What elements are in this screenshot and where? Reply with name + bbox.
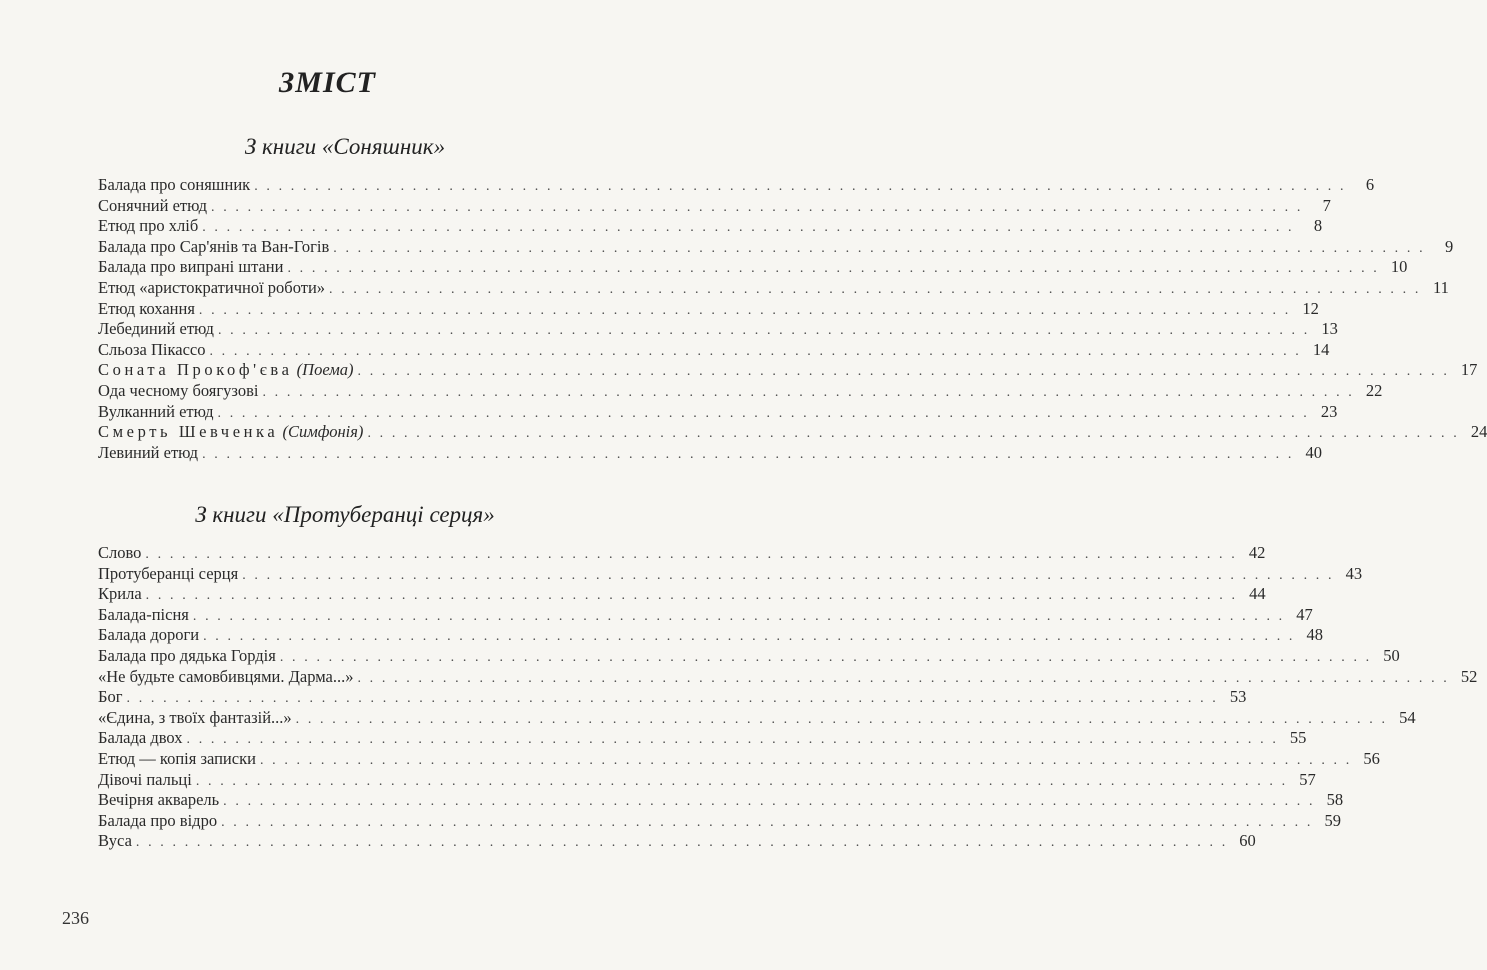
- toc-entry: [98, 380, 1383, 402]
- toc-entry-title: [98, 237, 333, 258]
- dot-leader: . . . . . . . . . . . . . . . . . . . . . . . . . . . . . . . . . . . . . . . . . . . . . . . . . . . . . . . . . . . . . . . . . . . . . . . . . . . . . . . . . . . . . . . . . .: [254, 179, 1347, 194]
- toc-entry-title: [98, 340, 209, 361]
- toc-entry: [98, 422, 1487, 443]
- toc-entry: [98, 687, 1247, 708]
- toc-entry: [98, 236, 1454, 258]
- dot-leader: . . . . . . . . . . . . . . . . . . . . . . . . . . . . . . . . . . . . . . . . . . . . . . . . . . . . . . . . . . . . . . . . . . . . . . . . . . . . . . . . . . . . . . . . . .: [329, 281, 1421, 297]
- toc-entry: [98, 625, 1323, 646]
- toc-entry-label: Етюд про хліб: [98, 216, 199, 236]
- dot-leader: . . . . . . . . . . . . . . . . . . . . . . . . . . . . . . . . . . . . . . . . . . . . . . . . . . . . . . . . . . . . . . . . . . . . . . . . . . . . . . . . . . . . . . . . . .: [202, 220, 1295, 236]
- dot-leader: . . . . . . . . . . . . . . . . . . . . . . . . . . . . . . . . . . . . . . . . . . . . . . . . . . . . . . . . . . . . . . . . . . . . . . . . . . . . . . . . . . . . . . . . . .: [357, 670, 1450, 686]
- toc-entry: [98, 604, 1313, 626]
- toc-entry-title: [98, 402, 218, 423]
- toc-entry-label: Дівочі пальці: [98, 769, 192, 789]
- toc-entry-title: [98, 299, 199, 320]
- dot-leader: . . . . . . . . . . . . . . . . . . . . . . . . . . . . . . . . . . . . . . . . . . . . . . . . . . . . . . . . . . . . . . . . . . . . . . . . . . . . . . . . . . . . . . . . . .: [135, 835, 1228, 851]
- toc-entry-page: 7: [1322, 195, 1331, 215]
- dot-leader: . . . . . . . . . . . . . . . . . . . . . . . . . . . . . . . . . . . . . . . . . . . . . . . . . . . . . . . . . . . . . . . . . . . . . . . . . . . . . . . . . . . . . . . . . .: [145, 588, 1238, 604]
- dot-leader: . . . . . . . . . . . . . . . . . . . . . . . . . . . . . . . . . . . . . . . . . . . . . . . . . . . . . . . . . . . . . . . . . . . . . . . . . . . . . . . . . . . . . . . . . .: [262, 384, 1355, 400]
- toc-entry-title: [98, 749, 260, 770]
- toc-entry-page: 6: [1365, 175, 1375, 194]
- toc-entry-label: Слово: [98, 543, 142, 562]
- toc-entry-title: [98, 196, 211, 217]
- toc-entry-title: [98, 770, 196, 791]
- toc-entry-label: Левиний етюд: [98, 442, 199, 462]
- toc-entry: [98, 298, 1319, 320]
- toc-entry-title: [98, 708, 296, 729]
- toc-entry: [98, 728, 1307, 749]
- toc-entry-title: [98, 216, 202, 237]
- toc-entry: [98, 543, 1266, 564]
- toc-entry-title: [98, 319, 218, 340]
- dot-leader: . . . . . . . . . . . . . . . . . . . . . . . . . . . . . . . . . . . . . . . . . . . . . . . . . . . . . . . . . . . . . . . . . . . . . . . . . . . . . . . . . . . . . . . . . .: [295, 711, 1388, 727]
- dot-leader: . . . . . . . . . . . . . . . . . . . . . . . . . . . . . . . . . . . . . . . . . . . . . . . . . . . . . . . . . . . . . . . . . . . . . . . . . . . . . . . . . . . . . . . . . .: [242, 567, 1335, 583]
- dot-leader: . . . . . . . . . . . . . . . . . . . . . . . . . . . . . . . . . . . . . . . . . . . . . . . . . . . . . . . . . . . . . . . . . . . . . . . . . . . . . . . . . . . . . . . . . .: [367, 426, 1460, 442]
- toc-entry-label: «Не будьте самовбивцями. Дарма...»: [98, 666, 354, 686]
- toc-entry-page: 14: [1312, 339, 1330, 359]
- toc-entry-label: Етюд — копія записки: [98, 748, 256, 768]
- toc-entry-page: 58: [1326, 790, 1344, 810]
- toc-entry: [98, 563, 1363, 585]
- toc-entry-title: [98, 278, 329, 299]
- dot-leader: . . . . . . . . . . . . . . . . . . . . . . . . . . . . . . . . . . . . . . . . . . . . . . . . . . . . . . . . . . . . . . . . . . . . . . . . . . . . . . . . . . . . . . . . . .: [287, 261, 1380, 277]
- toc-entry-page: 23: [1320, 401, 1338, 421]
- toc-entry-label: Балада про дядька Гордія: [98, 645, 276, 665]
- dot-leader: . . . . . . . . . . . . . . . . . . . . . . . . . . . . . . . . . . . . . . . . . . . . . . . . . . . . . . . . . . . . . . . . . . . . . . . . . . . . . . . . . . . . . . . . . .: [221, 814, 1313, 830]
- toc-entry: [98, 790, 1344, 811]
- dot-leader: . . . . . . . . . . . . . . . . . . . . . . . . . . . . . . . . . . . . . . . . . . . . . . . . . . . . . . . . . . . . . . . . . . . . . . . . . . . . . . . . . . . . . . . . . .: [211, 199, 1303, 215]
- section-title-soniashnyk: З книги «Соняшник»: [244, 134, 446, 159]
- toc-entry-label: Балада про соняшник: [98, 175, 251, 194]
- toc-entry-label: Ода чесному боягузові: [98, 380, 259, 400]
- toc-entry-page: 8: [1313, 216, 1323, 236]
- toc-entry-page: 22: [1365, 380, 1383, 400]
- toc-entry-page: 60: [1239, 831, 1256, 851]
- toc-entry: [98, 584, 1266, 605]
- dot-leader: . . . . . . . . . . . . . . . . . . . . . . . . . . . . . . . . . . . . . . . . . . . . . . . . . . . . . . . . . . . . . . . . . . . . . . . . . . . . . . . . . . . . . . . . . .: [259, 752, 1352, 768]
- toc-entry-label: Соната Прокоф'єва: [98, 360, 293, 380]
- toc-entry: [98, 442, 1322, 464]
- toc-entry-label: Балада про відро: [98, 810, 218, 830]
- dot-leader: . . . . . . . . . . . . . . . . . . . . . . . . . . . . . . . . . . . . . . . . . . . . . . . . . . . . . . . . . . . . . . . . . . . . . . . . . . . . . . . . . . . . . . . . . .: [333, 240, 1426, 256]
- toc-entry-title: [98, 728, 187, 749]
- toc-entry-title: [98, 811, 221, 832]
- toc-entry: [98, 360, 1478, 381]
- toc-list-protuberantsi: [98, 543, 1478, 852]
- toc-entry-title: [98, 790, 223, 811]
- toc-entry-label: Сльоза Пікассо: [98, 339, 206, 359]
- toc-entry: [98, 831, 1256, 852]
- toc-entry-page: 52: [1460, 666, 1478, 686]
- dot-leader: . . . . . . . . . . . . . . . . . . . . . . . . . . . . . . . . . . . . . . . . . . . . . . . . . . . . . . . . . . . . . . . . . . . . . . . . . . . . . . . . . . . . . . . . . .: [203, 629, 1295, 645]
- dot-leader: . . . . . . . . . . . . . . . . . . . . . . . . . . . . . . . . . . . . . . . . . . . . . . . . . . . . . . . . . . . . . . . . . . . . . . . . . . . . . . . . . . . . . . . . . .: [217, 323, 1310, 339]
- toc-entry-title: [98, 360, 358, 381]
- toc-entry-title: [98, 646, 280, 667]
- toc-entry-page: 9: [1444, 236, 1454, 256]
- toc-entry: [98, 339, 1330, 361]
- toc-entry-page: 47: [1296, 604, 1313, 624]
- toc-entry-subtitle: (Поема): [296, 360, 354, 380]
- toc-entry: [98, 175, 1375, 196]
- toc-entry: [98, 216, 1323, 237]
- toc-entry-page: 55: [1289, 728, 1307, 748]
- toc-entry-title: [98, 422, 367, 443]
- toc-entry-label: Вуса: [98, 831, 132, 851]
- dot-leader: . . . . . . . . . . . . . . . . . . . . . . . . . . . . . . . . . . . . . . . . . . . . . . . . . . . . . . . . . . . . . . . . . . . . . . . . . . . . . . . . . . . . . . . . . .: [195, 773, 1288, 789]
- toc-entry-title: [98, 257, 287, 278]
- dot-leader: . . . . . . . . . . . . . . . . . . . . . . . . . . . . . . . . . . . . . . . . . . . . . . . . . . . . . . . . . . . . . . . . . . . . . . . . . . . . . . . . . . . . . . . . . .: [186, 732, 1279, 748]
- dot-leader: . . . . . . . . . . . . . . . . . . . . . . . . . . . . . . . . . . . . . . . . . . . . . . . . . . . . . . . . . . . . . . . . . . . . . . . . . . . . . . . . . . . . . . . . . .: [223, 794, 1316, 810]
- toc-entry-page: 57: [1299, 769, 1316, 789]
- dot-leader: . . . . . . . . . . . . . . . . . . . . . . . . . . . . . . . . . . . . . . . . . . . . . . . . . . . . . . . . . . . . . . . . . . . . . . . . . . . . . . . . . . . . . . . . . .: [202, 446, 1294, 462]
- toc-entry-title: [98, 443, 202, 464]
- dot-leader: . . . . . . . . . . . . . . . . . . . . . . . . . . . . . . . . . . . . . . . . . . . . . . . . . . . . . . . . . . . . . . . . . . . . . . . . . . . . . . . . . . . . . . . . . .: [217, 405, 1310, 421]
- toc-entry-label: Лебединий етюд: [98, 319, 214, 339]
- toc-entry-label: Вечірня акварель: [98, 790, 220, 810]
- toc-entry-label: «Єдина, з твоїх фантазій...»: [98, 707, 292, 727]
- toc-entry-title: [98, 605, 193, 626]
- toc-entry-page: 12: [1302, 298, 1319, 318]
- dot-leader: . . . . . . . . . . . . . . . . . . . . . . . . . . . . . . . . . . . . . . . . . . . . . . . . . . . . . . . . . . . . . . . . . . . . . . . . . . . . . . . . . . . . . . . . . .: [145, 547, 1238, 562]
- toc-entry-label: Балада двох: [98, 728, 183, 748]
- toc-entry-page: 53: [1229, 687, 1247, 707]
- toc-entry-title: [98, 175, 254, 196]
- toc-entry-page: 10: [1390, 257, 1408, 277]
- toc-entry: [98, 401, 1338, 423]
- toc-entry-label: Смерть Шевченка: [98, 422, 279, 442]
- toc-entry-title: [98, 831, 136, 852]
- toc-entry: [98, 748, 1380, 770]
- section-title-protuberantsi: З книги «Протуберанці серця»: [195, 502, 495, 527]
- toc-entry-label: Сонячний етюд: [98, 195, 208, 215]
- toc-entry-title: [98, 543, 145, 564]
- toc-entry-page: 48: [1306, 625, 1323, 645]
- toc-entry-label: Етюд кохання: [98, 298, 195, 318]
- toc-entry-label: Бог: [98, 687, 123, 707]
- toc-entry-page: 17: [1460, 360, 1478, 380]
- page-title: ЗМІСТ: [279, 66, 376, 99]
- toc-entry-label: Етюд «аристократичної роботи»: [98, 277, 326, 297]
- toc-entry: [98, 769, 1316, 791]
- toc-entry: [98, 810, 1341, 832]
- toc-entry-subtitle: (Симфонія): [282, 422, 364, 442]
- dot-leader: . . . . . . . . . . . . . . . . . . . . . . . . . . . . . . . . . . . . . . . . . . . . . . . . . . . . . . . . . . . . . . . . . . . . . . . . . . . . . . . . . . . . . . . . . .: [279, 649, 1372, 665]
- toc-entry-title: [98, 584, 146, 605]
- toc-entry-page: 44: [1249, 584, 1266, 604]
- toc-entry-page: 50: [1383, 645, 1400, 665]
- toc-entry: [98, 645, 1400, 667]
- toc-entry-title: [98, 381, 262, 402]
- toc-entry-page: 24: [1470, 422, 1487, 442]
- toc-entry-page: 42: [1248, 543, 1266, 562]
- toc-entry: [98, 195, 1331, 217]
- toc-entry-page: 56: [1363, 748, 1380, 768]
- toc-entry-label: Протуберанці серця: [98, 563, 239, 583]
- dot-leader: . . . . . . . . . . . . . . . . . . . . . . . . . . . . . . . . . . . . . . . . . . . . . . . . . . . . . . . . . . . . . . . . . . . . . . . . . . . . . . . . . . . . . . . . . .: [209, 343, 1302, 359]
- toc-entry: [98, 666, 1478, 688]
- toc-entry-label: Балада про випрані штани: [98, 257, 284, 277]
- toc-entry-label: Балада-пісня: [98, 604, 189, 624]
- toc-entry-page: 59: [1324, 810, 1341, 830]
- toc-list-soniashnyk: [98, 175, 1487, 463]
- dot-leader: . . . . . . . . . . . . . . . . . . . . . . . . . . . . . . . . . . . . . . . . . . . . . . . . . . . . . . . . . . . . . . . . . . . . . . . . . . . . . . . . . . . . . . . . . .: [192, 608, 1285, 624]
- toc-entry-title: [98, 564, 242, 585]
- toc-entry: [98, 277, 1449, 299]
- toc-entry-label: Вулканний етюд: [98, 401, 214, 421]
- dot-leader: . . . . . . . . . . . . . . . . . . . . . . . . . . . . . . . . . . . . . . . . . . . . . . . . . . . . . . . . . . . . . . . . . . . . . . . . . . . . . . . . . . . . . . . . . .: [357, 364, 1450, 380]
- dot-leader: . . . . . . . . . . . . . . . . . . . . . . . . . . . . . . . . . . . . . . . . . . . . . . . . . . . . . . . . . . . . . . . . . . . . . . . . . . . . . . . . . . . . . . . . . .: [198, 302, 1291, 318]
- toc-entry: [98, 319, 1338, 340]
- toc-entry-page: 13: [1321, 319, 1338, 339]
- toc-entry: [98, 257, 1408, 278]
- toc-entry: [98, 707, 1416, 729]
- toc-entry-page: 11: [1433, 277, 1449, 297]
- dot-leader: . . . . . . . . . . . . . . . . . . . . . . . . . . . . . . . . . . . . . . . . . . . . . . . . . . . . . . . . . . . . . . . . . . . . . . . . . . . . . . . . . . . . . . . . . .: [126, 691, 1219, 707]
- toc-entry-title: [98, 625, 203, 646]
- toc-entry-page: 40: [1305, 442, 1322, 462]
- toc-entry-page: 54: [1399, 707, 1416, 727]
- toc-entry-title: [98, 687, 127, 708]
- toc-entry-label: Крила: [98, 584, 142, 604]
- toc-entry-label: Балада про Сар'янів та Ван-Гогів: [98, 236, 330, 256]
- toc-entry-title: [98, 667, 357, 688]
- toc-entry-page: 43: [1345, 563, 1363, 583]
- page-number: 236: [62, 908, 89, 928]
- toc-entry-label: Балада дороги: [98, 625, 200, 645]
